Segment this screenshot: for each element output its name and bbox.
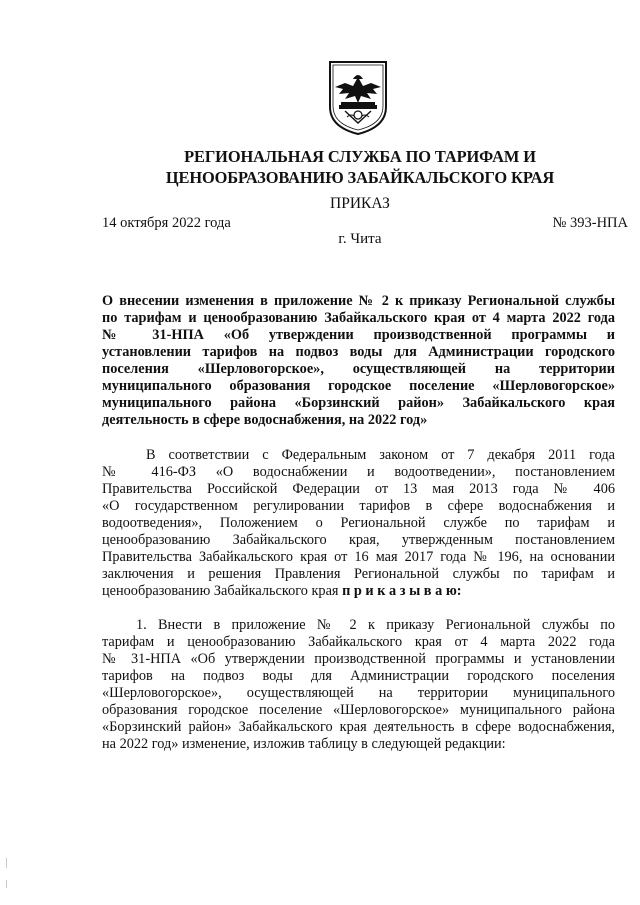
item-1-line: на 2022 год» изменение, изложив таблицу в следующей редакции: [102, 736, 506, 752]
preamble-last-line [102, 583, 615, 600]
preamble-line: «О государственном регулировании тарифов в сфере водоснабжения и [102, 498, 615, 514]
scan-artifact [6, 858, 7, 868]
preamble-line: № 416-ФЗ «О водоснабжении и водоотведении», постановлением [102, 464, 615, 480]
agency-line-1: РЕГИОНАЛЬНАЯ СЛУЖБА ПО ТАРИФАМ И [184, 147, 536, 166]
item-1-line: тарифов на подвоз воды для Администрации городского поселения [102, 668, 615, 684]
preamble-line: заключения и решения Правления Региональной службы по тарифам и [102, 566, 615, 582]
preamble-line: Правительства Российской Федерации от 13 мая 2013 года № 406 [102, 481, 615, 497]
preamble-last-text: ценообразованию Забайкальского края [102, 583, 343, 599]
order-number: № 393-НПА [552, 215, 628, 231]
title-line: муниципального района «Борзинский район» Забайкальского края [102, 395, 615, 411]
scan-artifact [6, 880, 7, 888]
title-line: муниципального образования городское поселение «Шерловогорское» [102, 378, 615, 394]
item-1-line: «Борзинский район» Забайкальского края деятельность в сфере водоснабжения, [102, 719, 615, 735]
item-1-line: № 31-НПА «Об утверждении производственной программы и установлении [102, 651, 615, 667]
agency-line-2: ЦЕНООБРАЗОВАНИЮ ЗАБАЙКАЛЬСКОГО КРАЯ [165, 168, 555, 187]
item-1-line: тарифам и ценообразованию Забайкальского края от 4 марта 2022 года [102, 634, 615, 650]
title-line: № 31-НПА «Об утверждении производственной программы и [102, 327, 615, 343]
order-word: п р и к а з ы в а ю: [342, 583, 462, 599]
coat-of-arms-icon [327, 59, 389, 136]
city: г. Чита [338, 231, 382, 247]
title-line: по тарифам и ценообразованию Забайкальского края от 4 марта 2022 года [102, 310, 615, 326]
title-line: поселения «Шерловогорское», осуществляющей на территории [102, 361, 615, 377]
preamble-line: водоотведения», Положением о Региональной службе по тарифам и [102, 515, 615, 531]
item-1-line: образования городское поселение «Шерловогорское» муниципального района [102, 702, 615, 718]
title-line: деятельность в сфере водоснабжения, на 2022 год» [102, 412, 428, 428]
title-line: установлении тарифов на подвоз воды для Администрации городского [102, 344, 615, 360]
preamble-line: Правительства Забайкальского края от 16 мая 2017 года № 196, на основании [102, 549, 615, 565]
preamble-line: В соответствии с Федеральным законом от 7 декабря 2011 года [146, 447, 615, 463]
document-type: ПРИКАЗ [330, 195, 390, 212]
preamble-line: ценообразованию Забайкальского края, утвержденным постановлением [102, 532, 615, 548]
item-1-line: «Шерловогорское», осуществляющей на территории муниципального [102, 685, 615, 701]
title-line: О внесении изменения в приложение № 2 к приказу Региональной службы [102, 293, 615, 309]
item-1-line: 1. Внести в приложение № 2 к приказу Региональной службы по [136, 617, 615, 633]
agency-name [60, 146, 640, 188]
order-date: 14 октября 2022 года [102, 215, 231, 231]
